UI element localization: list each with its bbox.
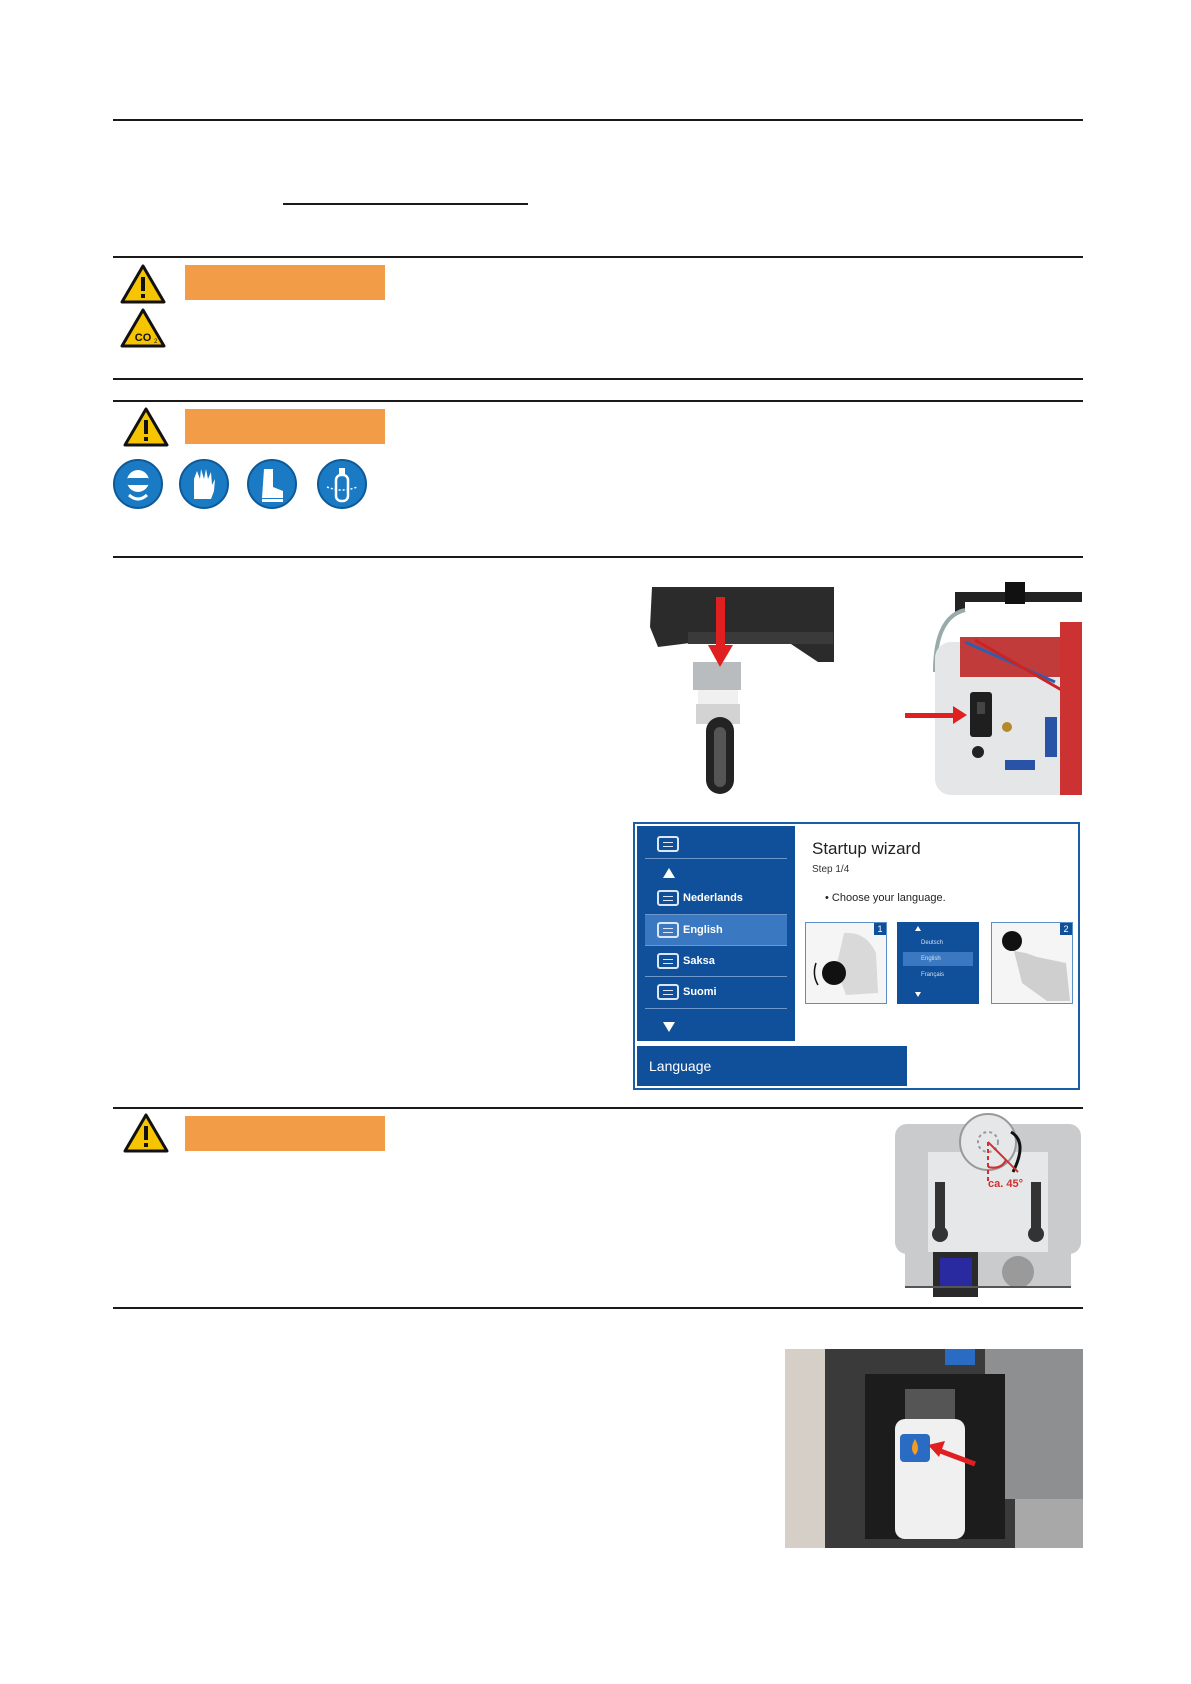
language-item-english[interactable] <box>645 915 787 945</box>
scroll-down-icon <box>915 992 921 997</box>
machine-port-photo <box>905 582 1082 795</box>
rotate-knob-illustration <box>805 922 887 1004</box>
mini-language-list <box>897 922 979 1004</box>
language-icon <box>657 890 679 906</box>
press-knob-illustration <box>991 922 1073 1004</box>
language-item-suomi[interactable] <box>645 977 787 1007</box>
language-sidebar <box>637 826 795 1041</box>
language-item-saksa[interactable] <box>645 946 787 976</box>
language-label: Saksa <box>683 955 715 967</box>
safety-goggles-icon <box>113 459 163 509</box>
scroll-up-icon[interactable] <box>663 868 675 878</box>
warning-triangle-icon <box>120 264 166 304</box>
language-icon <box>657 836 679 852</box>
scroll-down-icon[interactable] <box>663 1022 675 1032</box>
warning-triangle-icon <box>123 1113 169 1153</box>
angle-label: ca. 45° <box>988 1178 1023 1190</box>
language-icon <box>657 922 679 938</box>
rule-warning-3-bottom <box>113 1307 1083 1309</box>
svg-text:CO: CO <box>134 332 152 344</box>
wizard-step: Step 1/4 <box>812 864 850 875</box>
rule-warning-1-top <box>113 256 1083 258</box>
rule-warning-1-bottom <box>113 378 1083 380</box>
top-rule <box>113 119 1083 121</box>
divider <box>645 1008 787 1009</box>
co2-warning-icon <box>120 308 166 348</box>
warning-label-bar-1 <box>185 265 385 300</box>
section-title-underline <box>283 203 528 205</box>
warning-label-bar-2 <box>185 409 385 444</box>
warning-label-bar-3 <box>185 1116 385 1151</box>
rule-warning-2-bottom <box>113 556 1083 558</box>
warning-triangle-icon <box>123 407 169 447</box>
scroll-up-icon <box>915 926 921 931</box>
wizard-footer <box>637 1046 907 1086</box>
mini-language-item: Français <box>921 972 945 978</box>
wizard-title: Startup wizard <box>812 839 921 858</box>
language-item-nederlands[interactable] <box>645 883 787 913</box>
oil-bottle-photo <box>785 1349 1083 1548</box>
language-label: English <box>683 924 723 936</box>
mini-language-item: English <box>903 952 973 966</box>
gas-cylinder-secure-icon <box>317 459 367 509</box>
divider <box>645 858 787 859</box>
safety-boots-icon <box>247 459 297 509</box>
footer-label: Language <box>649 1058 712 1074</box>
angle-diagram <box>893 1112 1083 1302</box>
language-label: Suomi <box>683 986 717 998</box>
language-label: Nederlands <box>683 892 743 904</box>
caster-brake-photo <box>648 587 834 794</box>
rule-warning-2-top <box>113 400 1083 402</box>
mini-language-item: Deutsch <box>921 940 944 946</box>
language-icon <box>657 953 679 969</box>
card-number: 2 <box>1060 923 1072 935</box>
wizard-instruction: • Choose your language. <box>825 892 946 904</box>
svg-text:2: 2 <box>154 339 158 345</box>
rule-warning-3-top <box>113 1107 1083 1109</box>
language-icon <box>657 984 679 1000</box>
startup-wizard-screen <box>633 822 1080 1090</box>
card-number: 1 <box>874 923 886 935</box>
protective-gloves-icon <box>179 459 229 509</box>
